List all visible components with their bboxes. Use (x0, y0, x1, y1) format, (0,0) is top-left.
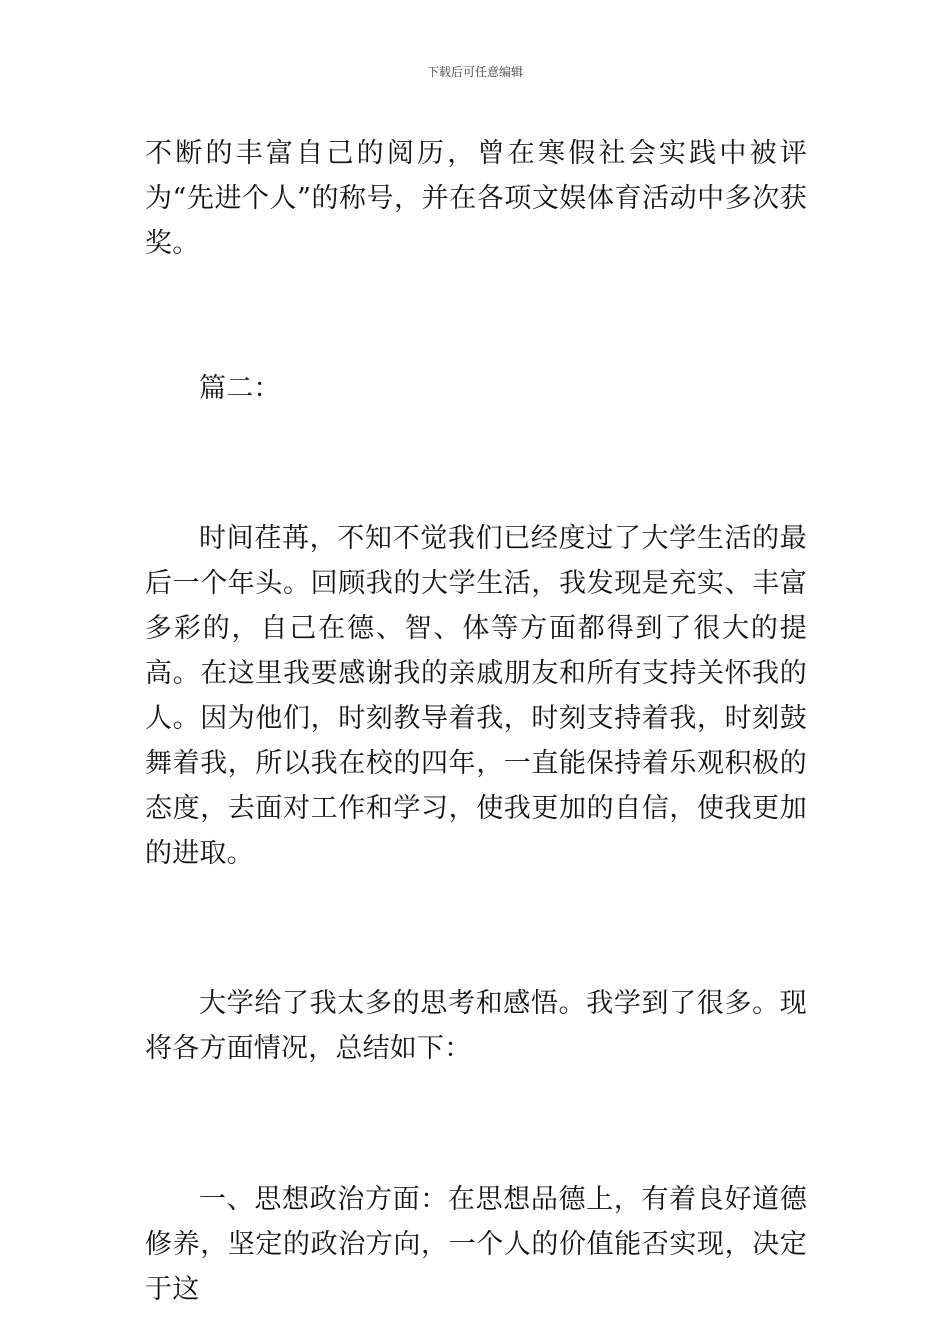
paragraph-spacer (145, 266, 807, 366)
page-header-note: 下载后可任意编辑 (426, 65, 523, 79)
paragraph-summary-lead: 大学给了我太多的思考和感悟。我学到了很多。现将各方面情况，总结如下： (145, 988, 807, 1064)
section-heading: 篇二： (199, 373, 281, 404)
paragraph-spacer (145, 1071, 807, 1177)
paragraph-spacer (145, 876, 807, 981)
document-body (145, 131, 807, 1312)
paragraph-spacer (145, 411, 807, 516)
paragraph-continuation: 不断的丰富自己的阅历，曾在寒假社会实践中被评为“先进个人”的称号，并在各项文娱体育活动中多次获奖。 (145, 138, 807, 259)
paragraph-intro: 时间荏苒，不知不觉我们已经度过了大学生活的最后一个年头。回顾我的大学生活，我发现是充实、丰富多彩的，自己在德、智、体等方面都得到了很大的提高。在这里我要感谢我的亲戚朋友和所有支持关怀我的人。因为他们，时刻教导着我，时刻支持着我，时刻鼓舞着我，所以我在校的四年，一直能保持着乐观积极的态度，去面对工作和学习，使我更加的自信，使我更加的进取。 (145, 523, 807, 869)
paragraph-political: 一、思想政治方面：在思想品德上，有着良好道德修养，坚定的政治方向，一个人的价值能否实现，决定于这 (145, 1184, 807, 1305)
